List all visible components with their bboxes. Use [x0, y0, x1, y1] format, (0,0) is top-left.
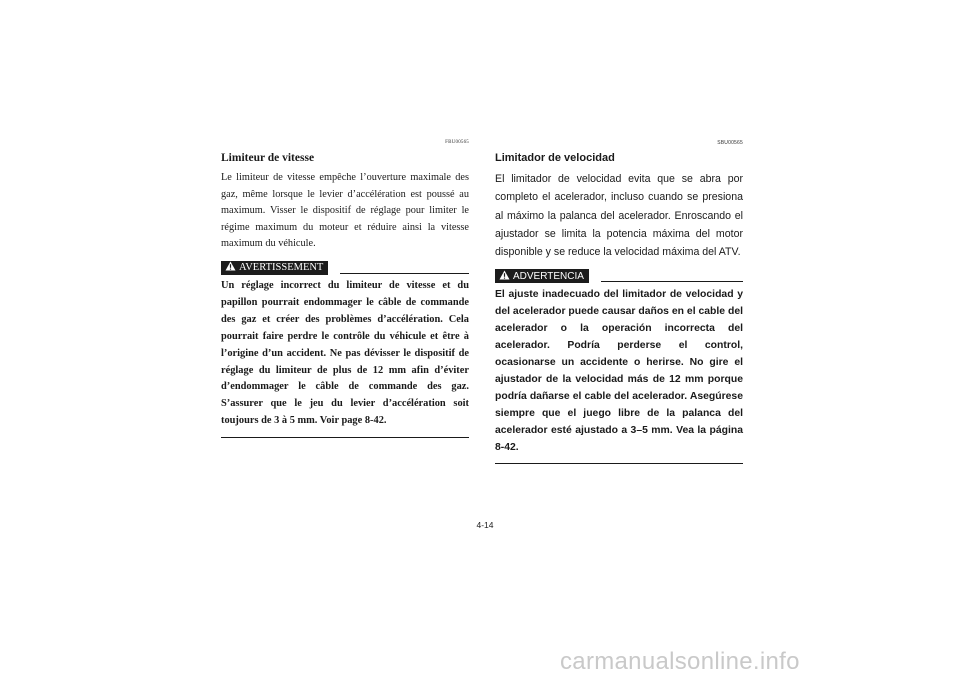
- section-heading: Limitador de velocidad: [495, 152, 615, 164]
- warning-text: El ajuste inadecuado del limitador de velocidad y del acelerador puede causar daños en el cable del acelerador o la operación incorrecta del acelerador. Podría perderse el control, ocasionarse un accidente o herirse. No gire el ajustador de la velocidad más de 12 mm porque podría dañarse el cable del acelerador. Asegúrese siempre que el juego libre de la palanca del acelerador esté ajustado a 3–5 mm. Vea la página 8-42.: [495, 289, 743, 454]
- section-body: El limitador de velocidad evita que se abra por completo el acelerador, incluso cuando se presiona al máximo la palanca del acelerador. Enroscando el ajustador se limita la potencia máxima del motor disponible y se reduce la velocidad máxima del ATV.: [495, 173, 743, 259]
- warning-label: ADVERTENCIA: [513, 270, 584, 282]
- section-body: Le limiteur de vitesse empêche l’ouverture maximale des gaz, même lorsque le levier d’accélération est poussé au maximum. Visser le dispositif de réglage pour limiter le régime maximum du moteur et réduire ainsi la vitesse maximum du véhicule.: [221, 172, 469, 250]
- warning-badge: [495, 269, 589, 283]
- section-heading: Limiteur de vitesse: [221, 152, 315, 164]
- warning-label: AVERTISSEMENT: [239, 262, 324, 274]
- warning-triangle-icon: [499, 270, 510, 283]
- watermark: carmanualsonline.info: [560, 648, 800, 675]
- section-code: SBU00565: [717, 140, 743, 146]
- warning-badge: [221, 261, 328, 275]
- french-column: [221, 140, 469, 438]
- warning-divider: [340, 273, 469, 274]
- spanish-column: [495, 140, 743, 464]
- warning-header: [221, 258, 469, 275]
- warning-divider: [601, 281, 743, 282]
- section-code: FBU00565: [445, 140, 469, 145]
- warning-triangle-icon: [225, 261, 236, 274]
- warning-end-divider: [221, 437, 469, 438]
- page-number: 4-14: [476, 520, 494, 530]
- warning-text: Un réglage incorrect du limiteur de vitesse et du papillon pourrait endommager le câble de commande des gaz et créer des problèmes d’accélération. Cela pourrait faire perdre le contrôle du véhicule et être à l’origine d’un accident. Ne pas dévisser le dispositif de réglage du limiteur de plus de 12 mm afin d’éviter d’endommager le câble de commande des gaz. S’assurer que le jeu du levier d’accélération soit toujours de 3 à 5 mm. Voir page 8-42.: [221, 279, 469, 427]
- warning-end-divider: [495, 463, 743, 464]
- warning-header: [495, 266, 743, 283]
